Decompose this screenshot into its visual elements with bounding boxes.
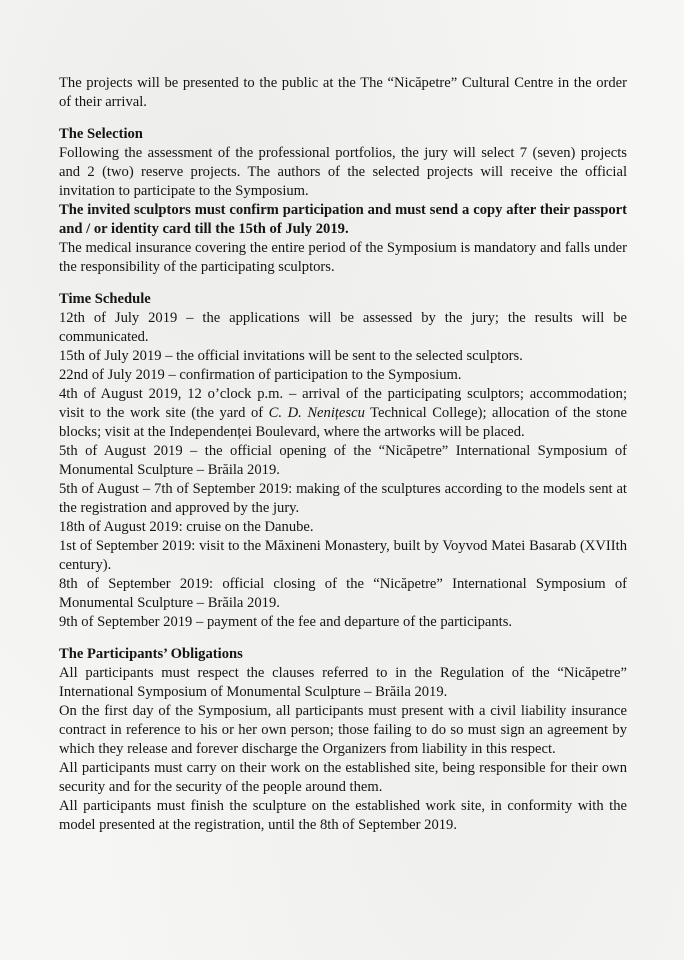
schedule-item: 12th of July 2019 – the applications will be assessed by the jury; the results will be communicated. xyxy=(59,310,627,345)
schedule-item: 1st of September 2019: visit to the Măxineni Monastery, built by Voyvod Matei Basarab (XVIIth century). xyxy=(59,538,627,573)
schedule-item-text: Technical College); allocation of the stone blocks; visit at the Independenței Boulevard, where the artworks will be placed. xyxy=(59,405,627,440)
schedule-item-text: 4th of August 2019, 12 o’clock p.m. – arrival of the participating sculptors; accommodation; visit to the work site (the yard of xyxy=(59,386,627,421)
obligation-paragraph: All participants must respect the clauses referred to in the Regulation of the “Nicăpetre” International Symposium of Monumental Sculpture – Brăila 2019. xyxy=(59,665,627,700)
section-selection xyxy=(59,125,627,277)
selection-paragraph-insurance: The medical insurance covering the entire period of the Symposium is mandatory and falls under the responsibility of the participating sculptors. xyxy=(59,240,627,275)
selection-paragraph-confirmation: The invited sculptors must confirm participation and must send a copy after their passport and / or identity card till the 15th of July 2019. xyxy=(59,202,627,237)
intro-paragraph: The projects will be presented to the public at the The “Nicăpetre” Cultural Centre in the order of their arrival. xyxy=(59,75,627,110)
schedule-item: 8th of September 2019: official closing of the “Nicăpetre” International Symposium of Monumental Sculpture – Brăila 2019. xyxy=(59,576,627,611)
obligation-paragraph: On the first day of the Symposium, all participants must present with a civil liability insurance contract in reference to his or her own person; those failing to do so must sign an agreement by which they release and forever discharge the Organizers from liability in this respect. xyxy=(59,703,627,757)
college-name: C. D. Nenițescu xyxy=(268,405,365,421)
section-time-schedule xyxy=(59,290,627,632)
schedule-item: 22nd of July 2019 – confirmation of participation to the Symposium. xyxy=(59,367,462,383)
section-heading-selection: The Selection xyxy=(59,126,143,142)
schedule-item: 15th of July 2019 – the official invitations will be sent to the selected sculptors. xyxy=(59,348,523,364)
selection-paragraph-1: Following the assessment of the professional portfolios, the jury will select 7 (seven) projects and 2 (two) reserve projects. The authors of the selected projects will receive the official invitation to participate to the Symposium. xyxy=(59,145,627,199)
document-page xyxy=(59,74,627,835)
section-heading-time-schedule: Time Schedule xyxy=(59,291,151,307)
schedule-item: 9th of September 2019 – payment of the fee and departure of the participants. xyxy=(59,614,513,630)
section-obligations xyxy=(59,645,627,835)
schedule-item: 5th of August 2019 – the official opening of the “Nicăpetre” International Symposium of Monumental Sculpture – Brăila 2019. xyxy=(59,443,627,478)
obligation-paragraph: All participants must finish the sculpture on the established work site, in conformity with the model presented at the registration, until the 8th of September 2019. xyxy=(59,798,627,833)
schedule-item xyxy=(59,385,627,442)
obligation-paragraph: All participants must carry on their work on the established site, being responsible for their own security and for the security of the people around them. xyxy=(59,760,627,795)
schedule-item: 18th of August 2019: cruise on the Danube. xyxy=(59,519,314,535)
section-heading-obligations: The Participants’ Obligations xyxy=(59,646,243,662)
schedule-item: 5th of August – 7th of September 2019: making of the sculptures according to the models sent at the registration and approved by the jury. xyxy=(59,481,627,516)
